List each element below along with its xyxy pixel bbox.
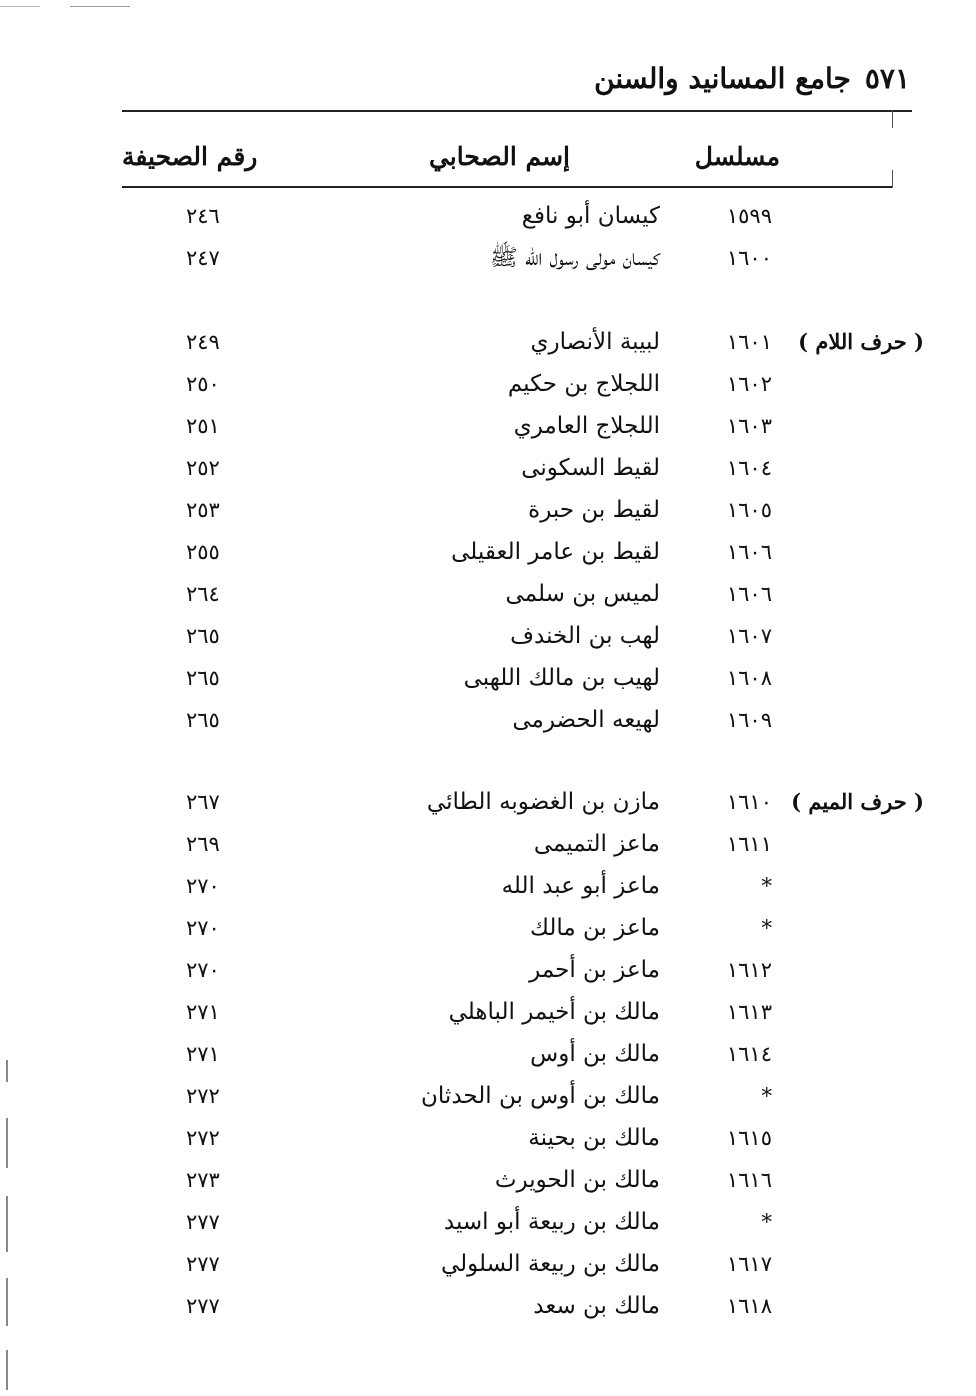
serial-number: ١٦٠٩ xyxy=(726,708,772,732)
page-number-cell: ٢٧٧ xyxy=(186,1294,220,1318)
serial-number: ١٦١٣ xyxy=(726,1000,772,1024)
page-number-cell: ٢٧٠ xyxy=(186,916,220,940)
page-number-cell: ٢٤٩ xyxy=(186,330,220,354)
table-row xyxy=(0,448,976,488)
table-row xyxy=(0,1286,976,1326)
companion-name: مالك بن أخيمر الباهلي xyxy=(448,999,660,1025)
companion-name: مالك بن بحينة xyxy=(528,1125,660,1151)
page-number-cell: ٢٧٢ xyxy=(186,1126,220,1150)
companion-name: مالك بن ربيعة السلولي xyxy=(440,1251,660,1277)
serial-number: ١٦١٥ xyxy=(726,1126,772,1150)
table-row xyxy=(0,992,976,1032)
page-number-cell: ٢٧٠ xyxy=(186,874,220,898)
table-row xyxy=(0,406,976,446)
serial-number: * xyxy=(761,1210,772,1234)
page-number-cell: ٢٤٦ xyxy=(186,204,220,228)
serial-number: ١٦١٨ xyxy=(726,1294,772,1318)
table-row xyxy=(0,1202,976,1242)
table-row xyxy=(0,700,976,740)
serial-number: ١٦٠١ xyxy=(726,330,772,354)
companion-name: ماعز التميمى xyxy=(533,831,660,857)
column-header-page: رقم الصحيفة xyxy=(122,142,258,171)
serial-number: ١٦٠٦ xyxy=(726,540,772,564)
page-number-cell: ٢٦٤ xyxy=(186,582,220,606)
serial-number: ١٦٠٣ xyxy=(726,414,772,438)
page-number-cell: ٢٧٧ xyxy=(186,1210,220,1234)
companion-name: مالك بن ربيعة أبو اسيد xyxy=(443,1209,660,1235)
margin-artifact xyxy=(6,1118,8,1168)
serial-number: ١٦٠٨ xyxy=(726,666,772,690)
serial-number: ١٥٩٩ xyxy=(726,204,772,228)
serial-number: ١٦٠٦ xyxy=(726,582,772,606)
serial-number: ١٦١١ xyxy=(726,832,772,856)
page-number-cell: ٢٧٠ xyxy=(186,958,220,982)
companion-name: مالك بن سعد xyxy=(533,1293,660,1319)
companion-name: مازن بن الغضوبه الطائي xyxy=(426,789,660,815)
serial-number: ١٦٠٤ xyxy=(726,456,772,480)
serial-number: ١٦١٧ xyxy=(726,1252,772,1276)
companion-name: لميس بن سلمى xyxy=(505,581,660,607)
table-row xyxy=(0,1160,976,1200)
margin-artifact xyxy=(6,1060,8,1082)
column-header-companion: إسم الصحابي xyxy=(428,142,570,171)
serial-number: ١٦٠٢ xyxy=(726,372,772,396)
page-number-cell: ٢٧٧ xyxy=(186,1252,220,1276)
page-number-cell: ٢٧١ xyxy=(186,1042,220,1066)
margin-artifact xyxy=(6,1196,8,1252)
scan-artifact xyxy=(70,6,130,7)
serial-number: ١٦١٦ xyxy=(726,1168,772,1192)
table-row xyxy=(0,824,976,864)
serial-number: * xyxy=(761,916,772,940)
table-row xyxy=(0,196,976,236)
companion-name: كيسان أبو نافع xyxy=(521,203,660,229)
page-number-cell: ٢٦٧ xyxy=(186,790,220,814)
table-row xyxy=(0,1244,976,1284)
table-row xyxy=(0,782,976,822)
companion-name: ماعز بن أحمر xyxy=(529,957,660,983)
companion-name: اللجلاج بن حكيم xyxy=(507,371,660,397)
companion-name: اللجلاج العامري xyxy=(513,413,660,439)
companion-name: لقيط بن عامر العقيلى xyxy=(451,539,660,565)
column-header-serial: مسلسل xyxy=(694,142,780,171)
table-row xyxy=(0,1034,976,1074)
table-row xyxy=(0,574,976,614)
companion-name: مالك بن أوس بن الحدثان xyxy=(421,1083,660,1109)
companion-name: ماعز أبو عبد الله xyxy=(501,873,660,899)
table-row xyxy=(0,866,976,906)
book-title: جامع المسانيد والسنن xyxy=(594,62,851,95)
page-number-cell: ٢٥٣ xyxy=(186,498,220,522)
table-row xyxy=(0,364,976,404)
page-number-cell: ٢٥٥ xyxy=(186,540,220,564)
table-row xyxy=(0,322,976,362)
serial-number: ١٦١٢ xyxy=(726,958,772,982)
companion-name: لبيبة الأنصاري xyxy=(530,329,660,355)
serial-number: * xyxy=(761,874,772,898)
table-row xyxy=(0,1076,976,1116)
table-row xyxy=(0,1118,976,1158)
column-header-rule xyxy=(122,186,892,188)
page-number-cell: ٢٧٣ xyxy=(186,1168,220,1192)
page-number: ٥٧١ xyxy=(864,62,910,95)
header-rule xyxy=(122,110,912,112)
scan-artifact xyxy=(0,6,40,7)
serial-number: * xyxy=(761,1084,772,1108)
table-row xyxy=(0,532,976,572)
table-row xyxy=(0,490,976,530)
section-label: ( حرف الميم ) xyxy=(791,789,924,814)
rule-tick xyxy=(892,110,893,128)
table-row xyxy=(0,658,976,698)
table-row xyxy=(0,238,976,278)
companion-name: لهب بن الخندف xyxy=(510,623,660,649)
page-number-cell: ٢٦٥ xyxy=(186,666,220,690)
serial-number: ١٦١٠ xyxy=(726,790,772,814)
table-row xyxy=(0,616,976,656)
margin-artifact xyxy=(6,1350,8,1390)
companion-name: ماعز بن مالك xyxy=(530,915,660,941)
serial-number: ١٦٠٧ xyxy=(726,624,772,648)
page-number-cell: ٢٥٠ xyxy=(186,372,220,396)
page-number-cell: ٢٥٢ xyxy=(186,456,220,480)
serial-number: ١٦١٤ xyxy=(726,1042,772,1066)
table-row xyxy=(0,950,976,990)
page-number-cell: ٢٦٩ xyxy=(186,832,220,856)
page-header xyxy=(594,62,910,95)
page-number-cell: ٢٧١ xyxy=(186,1000,220,1024)
table-row xyxy=(0,908,976,948)
companion-name: كيسان مولى رسول الله ﷺ xyxy=(489,245,660,271)
serial-number: ١٦٠٥ xyxy=(726,498,772,522)
rule-tick xyxy=(892,170,893,188)
section-label: ( حرف اللام ) xyxy=(798,329,924,354)
companion-name: لقيط بن حبرة xyxy=(528,497,660,523)
companion-name: مالك بن أوس xyxy=(530,1041,660,1067)
companion-name: لقيط السكونى xyxy=(521,455,660,481)
page-number-cell: ٢٦٥ xyxy=(186,708,220,732)
companion-name: لهيعه الحضرمى xyxy=(512,707,660,733)
page-number-cell: ٢٦٥ xyxy=(186,624,220,648)
companion-name: مالك بن الحويرث xyxy=(494,1167,660,1193)
companion-name: لهيب بن مالك اللهبى xyxy=(463,665,660,691)
page-number-cell: ٢٧٢ xyxy=(186,1084,220,1108)
page-number-cell: ٢٥١ xyxy=(186,414,220,438)
margin-artifact xyxy=(6,1278,8,1326)
serial-number: ١٦٠٠ xyxy=(726,246,772,270)
page-number-cell: ٢٤٧ xyxy=(186,246,220,270)
